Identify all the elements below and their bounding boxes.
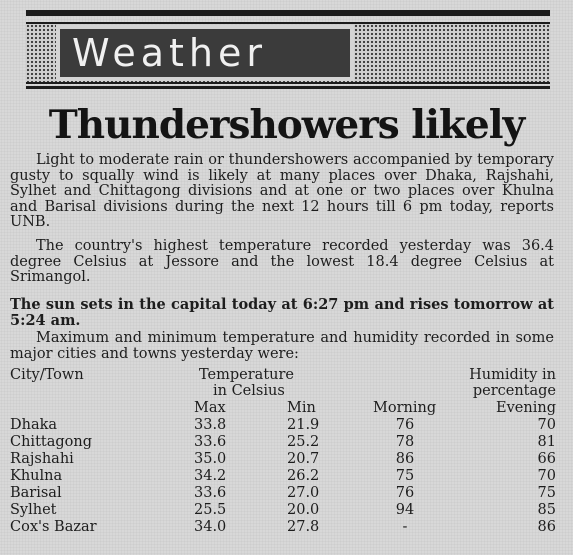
evening-column-header: Evening bbox=[496, 400, 556, 416]
max-cell: 34.2 bbox=[194, 468, 227, 484]
top-rule bbox=[26, 10, 550, 16]
evening-cell: 85 bbox=[537, 502, 556, 518]
table-row bbox=[10, 468, 556, 484]
city-cell: Rajshahi bbox=[10, 451, 74, 467]
section-banner bbox=[26, 22, 550, 84]
max-cell: 35.0 bbox=[194, 451, 227, 467]
temperature-paragraph: The country's highest temperature recorded yesterday was 36.4 degree Celsius at Jessore and the lowest 18.4 degree Celsius at Srimangol. bbox=[10, 238, 554, 286]
morning-cell: 94 bbox=[395, 502, 415, 518]
max-cell: 33.8 bbox=[194, 417, 227, 433]
temperature-header: Temperature bbox=[199, 367, 294, 383]
city-cell: Chittagong bbox=[10, 434, 93, 450]
morning-cell: 78 bbox=[395, 434, 415, 450]
min-cell: 27.8 bbox=[287, 519, 320, 535]
evening-cell: 70 bbox=[537, 417, 556, 433]
max-cell: 33.6 bbox=[194, 485, 227, 501]
table-row bbox=[10, 434, 556, 450]
table-row bbox=[10, 451, 556, 467]
table-row bbox=[10, 519, 556, 535]
morning-cell: 76 bbox=[395, 485, 415, 501]
table-column-headers bbox=[10, 400, 556, 416]
min-cell: 26.2 bbox=[287, 468, 320, 484]
table-row bbox=[10, 485, 556, 501]
min-cell: 21.9 bbox=[287, 417, 320, 433]
max-cell: 33.6 bbox=[194, 434, 227, 450]
banner-bottom-rule bbox=[26, 86, 550, 89]
section-label-box bbox=[60, 29, 350, 77]
headline: Thundershowers likely bbox=[48, 102, 525, 148]
city-cell: Cox's Bazar bbox=[10, 519, 97, 535]
table-intro-paragraph: Maximum and minimum temperature and humidity recorded in some major cities and towns yesterday were: bbox=[10, 330, 554, 362]
evening-cell: 70 bbox=[537, 468, 556, 484]
morning-cell: 75 bbox=[395, 468, 415, 484]
table-header-row-1 bbox=[10, 367, 556, 383]
morning-cell: 86 bbox=[395, 451, 415, 467]
min-cell: 20.0 bbox=[287, 502, 320, 518]
morning-cell: - bbox=[402, 519, 408, 535]
max-cell: 34.0 bbox=[194, 519, 227, 535]
table-row bbox=[10, 502, 556, 518]
min-cell: 27.0 bbox=[287, 485, 320, 501]
city-cell: Sylhet bbox=[10, 502, 57, 518]
max-column-header: Max bbox=[194, 400, 226, 416]
min-column-header: Min bbox=[287, 400, 316, 416]
section-title: Weather bbox=[72, 31, 267, 75]
temperature-unit-header: in Celsius bbox=[213, 383, 285, 399]
evening-cell: 81 bbox=[537, 434, 556, 450]
city-cell: Barisal bbox=[10, 485, 62, 501]
forecast-paragraph: Light to moderate rain or thundershowers accompanied by temporary gusty to squally wind is likely at many places over Dhaka, Rajshahi, Sylhet and Chittagong divisions and at one or two places over Khulna and Barisal divisions during the next 12 hours till 6 pm today, reports UNB. bbox=[10, 152, 554, 231]
evening-cell: 66 bbox=[537, 451, 556, 467]
min-cell: 20.7 bbox=[287, 451, 320, 467]
morning-cell: 76 bbox=[395, 417, 415, 433]
max-cell: 25.5 bbox=[194, 502, 227, 518]
min-cell: 25.2 bbox=[287, 434, 320, 450]
city-cell: Khulna bbox=[10, 468, 63, 484]
evening-cell: 75 bbox=[537, 485, 556, 501]
city-cell: Dhaka bbox=[10, 417, 58, 433]
humidity-header: Humidity in bbox=[469, 367, 556, 383]
city-column-header: City/Town bbox=[10, 367, 84, 383]
sunset-paragraph: The sun sets in the capital today at 6:27 pm and rises tomorrow at 5:24 am. bbox=[10, 296, 554, 329]
morning-column-header: Morning bbox=[373, 400, 437, 416]
humidity-unit-header: percentage bbox=[472, 383, 556, 399]
evening-cell: 86 bbox=[537, 519, 556, 535]
table-row bbox=[10, 417, 556, 433]
table-header-row-2 bbox=[10, 383, 556, 399]
